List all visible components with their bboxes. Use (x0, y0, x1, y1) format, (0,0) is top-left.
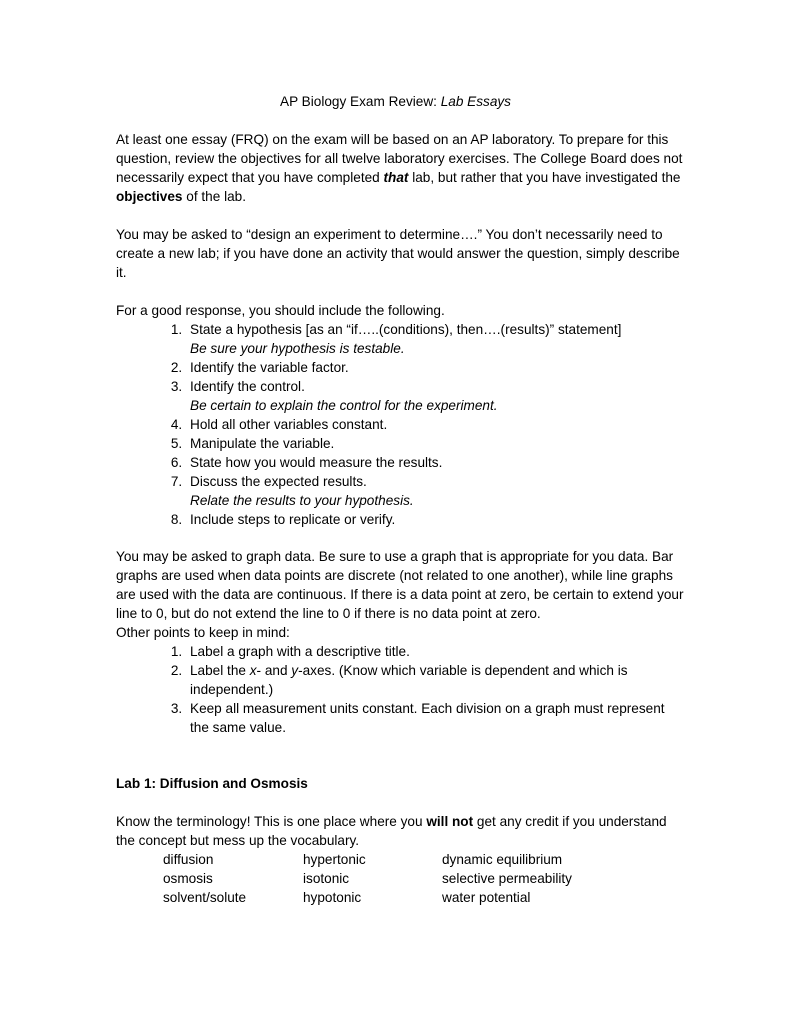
term: dynamic equilibrium (442, 852, 563, 867)
table-row (163, 869, 663, 888)
lab1-heading (116, 774, 686, 793)
list-item (186, 453, 686, 472)
list-item-text: - and (256, 663, 292, 678)
list-item (186, 661, 686, 699)
intro-paragraph (116, 130, 686, 206)
design-paragraph: You may be asked to “design an experiment to determine….” You don’t necessarily need to create a new lab; if you have done an activity that would answer the question, simply describe it. (116, 227, 680, 280)
term: hypertonic (303, 852, 366, 867)
term: water potential (442, 890, 531, 905)
term: solvent/solute (163, 890, 247, 905)
list-item-text: State how you would measure the results. (190, 455, 443, 470)
graph-points-list (116, 642, 686, 737)
list-item-text: Label the (190, 663, 250, 678)
table-row (163, 888, 663, 907)
lab1-heading-text: Lab 1: Diffusion and Osmosis (116, 776, 308, 791)
list-item-text: Label a graph with a descriptive title. (190, 644, 410, 659)
list-item-text: -axes. (Know which variable is dependent and which is independent.) (190, 663, 628, 697)
list-item (186, 358, 686, 377)
list-item-text: Hold all other variables constant. (190, 417, 388, 432)
list-item (186, 642, 686, 661)
list-item (186, 415, 686, 434)
y-axis-letter: y (291, 663, 299, 678)
list-item-text: Identify the variable factor. (190, 360, 349, 375)
response-list (116, 320, 686, 529)
term: osmosis (163, 871, 213, 886)
list-item-text: Identify the control. (190, 379, 305, 394)
lab1-text-1: Know the terminology! This is one place where you (116, 814, 427, 829)
lab1-text-2: get any credit if you understand the concept but mess up the vocabulary. (116, 814, 667, 848)
graph-section (116, 547, 686, 737)
title-text: AP Biology Exam Review: (280, 94, 441, 109)
list-item (186, 472, 686, 510)
list-item-text: Include steps to replicate or verify. (190, 512, 396, 527)
graph-paragraph: You may be asked to graph data. Be sure to use a graph that is appropriate for you data. Bar graphs are used when data points are discrete (not related to one another), while line graphs are used with the data are continuous. If there is a data point at zero, be certain to extend your line to 0, but do not extend the line to 0 if there is no data point at zero. (116, 549, 684, 621)
title-emphasis: Lab Essays (440, 94, 511, 109)
intro-text-2: lab, but rather that you have investigated the (408, 170, 681, 185)
list-item (186, 699, 686, 737)
intro-text-3: of the lab. (182, 189, 246, 204)
term: selective permeability (442, 871, 572, 886)
list-item-text: Discuss the expected results. (190, 474, 367, 489)
list-item (186, 320, 686, 358)
term: diffusion (163, 852, 214, 867)
table-row (163, 850, 663, 869)
list-item (186, 377, 686, 415)
list-item-note: Relate the results to your hypothesis. (190, 493, 414, 508)
list-item (186, 510, 686, 529)
graph-points-intro: Other points to keep in mind: (116, 625, 290, 640)
intro-text-1: At least one essay (FRQ) on the exam will be based on an AP laboratory. To prepare for this question, review the objectives for all twelve laboratory exercises. The College Board does not necessarily expect that you have completed (116, 132, 683, 185)
x-axis-letter: x (249, 663, 257, 678)
terminology-table (163, 850, 663, 907)
lab1-paragraph (116, 812, 686, 850)
list-item-text: Keep all measurement units constant. Each division on a graph must represent the same value. (190, 701, 665, 735)
response-intro: For a good response, you should include the following. (116, 303, 445, 318)
intro-emphasis-that: that (383, 170, 409, 185)
list-item-note: Be sure your hypothesis is testable. (190, 341, 405, 356)
list-item-note: Be certain to explain the control for the experiment. (190, 398, 498, 413)
response-section (116, 301, 686, 529)
term: isotonic (303, 871, 350, 886)
lab1-emphasis-will-not: will not (426, 814, 474, 829)
list-item-text: Manipulate the variable. (190, 436, 335, 451)
term: hypotonic (303, 890, 362, 905)
page-title (0, 92, 791, 111)
list-item (186, 434, 686, 453)
list-item-text: State a hypothesis [as an “if…..(conditions), then….(results)” statement] (190, 322, 622, 337)
intro-emphasis-objectives: objectives (116, 189, 183, 204)
